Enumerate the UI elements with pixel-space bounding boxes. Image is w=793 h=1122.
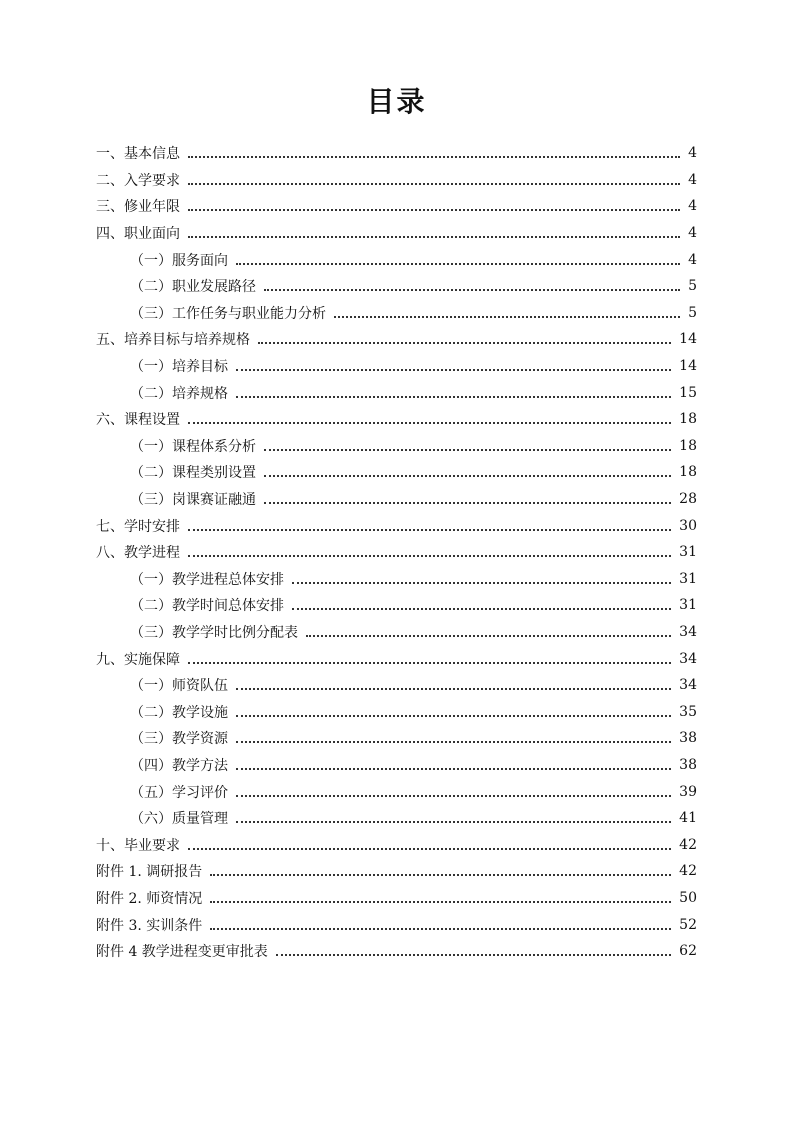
toc-entry-page-number: 31 [679,544,697,561]
toc-entry-label: 四、职业面向 [96,226,180,243]
toc-dot-leader [276,954,671,956]
toc-entry-label: （四）教学方法 [130,757,228,774]
toc-dot-leader [264,475,671,477]
toc-entry-label: （一）师资队伍 [130,678,228,695]
toc-entry-page-number: 38 [679,756,697,773]
toc-dot-leader [236,715,671,717]
toc-entry[interactable] [96,592,697,619]
toc-dot-leader [188,529,671,531]
toc-entry-label: 一、基本信息 [96,146,180,163]
toc-dot-leader [188,183,680,185]
toc-entry-label: （五）学习评价 [130,784,228,801]
toc-entry-page-number: 28 [679,491,697,508]
toc-entry[interactable] [96,938,697,965]
toc-dot-leader [236,768,671,770]
toc-entry-page-number: 18 [679,464,697,481]
toc-entry-page-number: 18 [679,411,697,428]
toc-entry[interactable] [96,778,697,805]
toc-entry-page-number: 34 [679,650,697,667]
toc-entry-label: （一）服务面向 [130,252,228,269]
toc-dot-leader [292,608,671,610]
toc-entry-page-number: 14 [679,358,697,375]
toc-entry-page-number: 31 [679,597,697,614]
toc-entry-label: （二）职业发展路径 [130,279,256,296]
toc-entry-label: 附件 3. 实训条件 [96,917,203,934]
toc-entry-page-number: 4 [688,225,697,242]
toc-entry-label: 五、培养目标与培养规格 [96,332,250,349]
toc-dot-leader [236,688,671,690]
toc-dot-leader [236,741,671,743]
toc-entry-page-number: 42 [679,836,697,853]
toc-entry-label: （二）教学时间总体安排 [130,598,284,615]
toc-entry-label: 八、教学进程 [96,545,180,562]
toc-entry-page-number: 30 [679,517,697,534]
toc-dot-leader [188,422,671,424]
toc-entry-label: （一）培养目标 [130,359,228,376]
toc-dot-leader [188,555,671,557]
toc-dot-leader [210,874,671,876]
toc-entry-label: 九、实施保障 [96,651,180,668]
toc-entry-page-number: 4 [688,251,697,268]
toc-dot-leader [292,582,671,584]
toc-entry[interactable] [96,459,697,486]
toc-dot-leader [236,369,671,371]
toc-entry[interactable] [96,379,697,406]
toc-entry[interactable] [96,566,697,593]
toc-entry[interactable] [96,433,697,460]
toc-entry[interactable] [96,805,697,832]
toc-dot-leader [188,236,680,238]
toc-entry[interactable] [96,911,697,938]
toc-dot-leader [236,821,671,823]
toc-entry[interactable] [96,300,697,327]
toc-entry-page-number: 39 [679,783,697,800]
toc-dot-leader [188,156,680,158]
toc-entry-page-number: 50 [679,889,697,906]
toc-dot-leader [264,449,671,451]
toc-entry-page-number: 31 [679,570,697,587]
toc-entry-page-number: 62 [679,943,697,960]
toc-dot-leader [236,263,680,265]
toc-entry-label: 三、修业年限 [96,199,180,216]
toc-entry-page-number: 4 [688,198,697,215]
toc-entry[interactable] [96,619,697,646]
toc-entry-page-number: 38 [679,730,697,747]
toc-dot-leader [258,342,671,344]
toc-dot-leader [188,848,671,850]
toc-entry[interactable] [96,725,697,752]
toc-entry-page-number: 42 [679,863,697,880]
toc-entry-label: （三）教学资源 [130,731,228,748]
toc-entry-label: （六）质量管理 [130,811,228,828]
toc-entry-page-number: 35 [679,703,697,720]
toc-entry-label: （二）培养规格 [130,385,228,402]
toc-entry-page-number: 15 [679,384,697,401]
toc-entry-label: （一）课程体系分析 [130,438,256,455]
toc-entry[interactable] [96,246,697,273]
toc-entry-page-number: 4 [688,145,697,162]
toc-entry-label: （二）教学设施 [130,704,228,721]
toc-entry-page-number: 4 [688,171,697,188]
toc-entry[interactable] [96,167,697,194]
toc-entry[interactable] [96,672,697,699]
toc-entry-page-number: 14 [679,331,697,348]
toc-entry[interactable] [96,512,697,539]
toc-dot-leader [210,901,671,903]
toc-entry-label: 六、课程设置 [96,412,180,429]
toc-entry-label: 二、入学要求 [96,172,180,189]
toc-entry[interactable] [96,645,697,672]
toc-entry[interactable] [96,858,697,885]
toc-entry-label: （二）课程类别设置 [130,465,256,482]
toc-dot-leader [236,795,671,797]
toc-entry[interactable] [96,326,697,353]
toc-entry[interactable] [96,273,697,300]
toc-entry-page-number: 52 [679,916,697,933]
toc-dot-leader [236,396,671,398]
toc-entry-page-number: 41 [679,810,697,827]
toc-dot-leader [306,635,671,637]
toc-entry[interactable] [96,220,697,247]
page-title: 目录 [366,85,427,118]
toc-entry[interactable] [96,831,697,858]
toc-dot-leader [264,289,680,291]
toc-entry-label: （三）岗课赛证融通 [130,492,256,509]
toc-entry-page-number: 34 [679,623,697,640]
toc-entry-label: （三）教学学时比例分配表 [130,624,298,641]
toc-dot-leader [210,928,671,930]
toc-entry-label: 七、学时安排 [96,518,180,535]
toc-entry[interactable] [96,406,697,433]
toc-entry[interactable] [96,698,697,725]
toc-dot-leader [334,316,680,318]
toc-entry[interactable] [96,539,697,566]
toc-entry[interactable] [96,353,697,380]
toc-entry[interactable] [96,193,697,220]
toc-dot-leader [264,502,671,504]
table-of-contents [96,140,697,964]
toc-entry-page-number: 5 [688,304,697,321]
toc-entry-page-number: 18 [679,437,697,454]
toc-entry-label: （三）工作任务与职业能力分析 [130,305,326,322]
toc-entry[interactable] [96,885,697,912]
toc-dot-leader [188,209,680,211]
toc-entry-label: （一）教学进程总体安排 [130,571,284,588]
toc-entry[interactable] [96,140,697,167]
toc-dot-leader [188,662,671,664]
toc-entry-page-number: 34 [679,677,697,694]
toc-entry-page-number: 5 [688,278,697,295]
toc-entry-label: 十、毕业要求 [96,837,180,854]
toc-entry-label: 附件 2. 师资情况 [96,890,203,907]
toc-entry-label: 附件 4 教学进程变更审批表 [96,944,268,961]
toc-entry[interactable] [96,486,697,513]
toc-entry[interactable] [96,752,697,779]
toc-entry-label: 附件 1. 调研报告 [96,864,203,881]
